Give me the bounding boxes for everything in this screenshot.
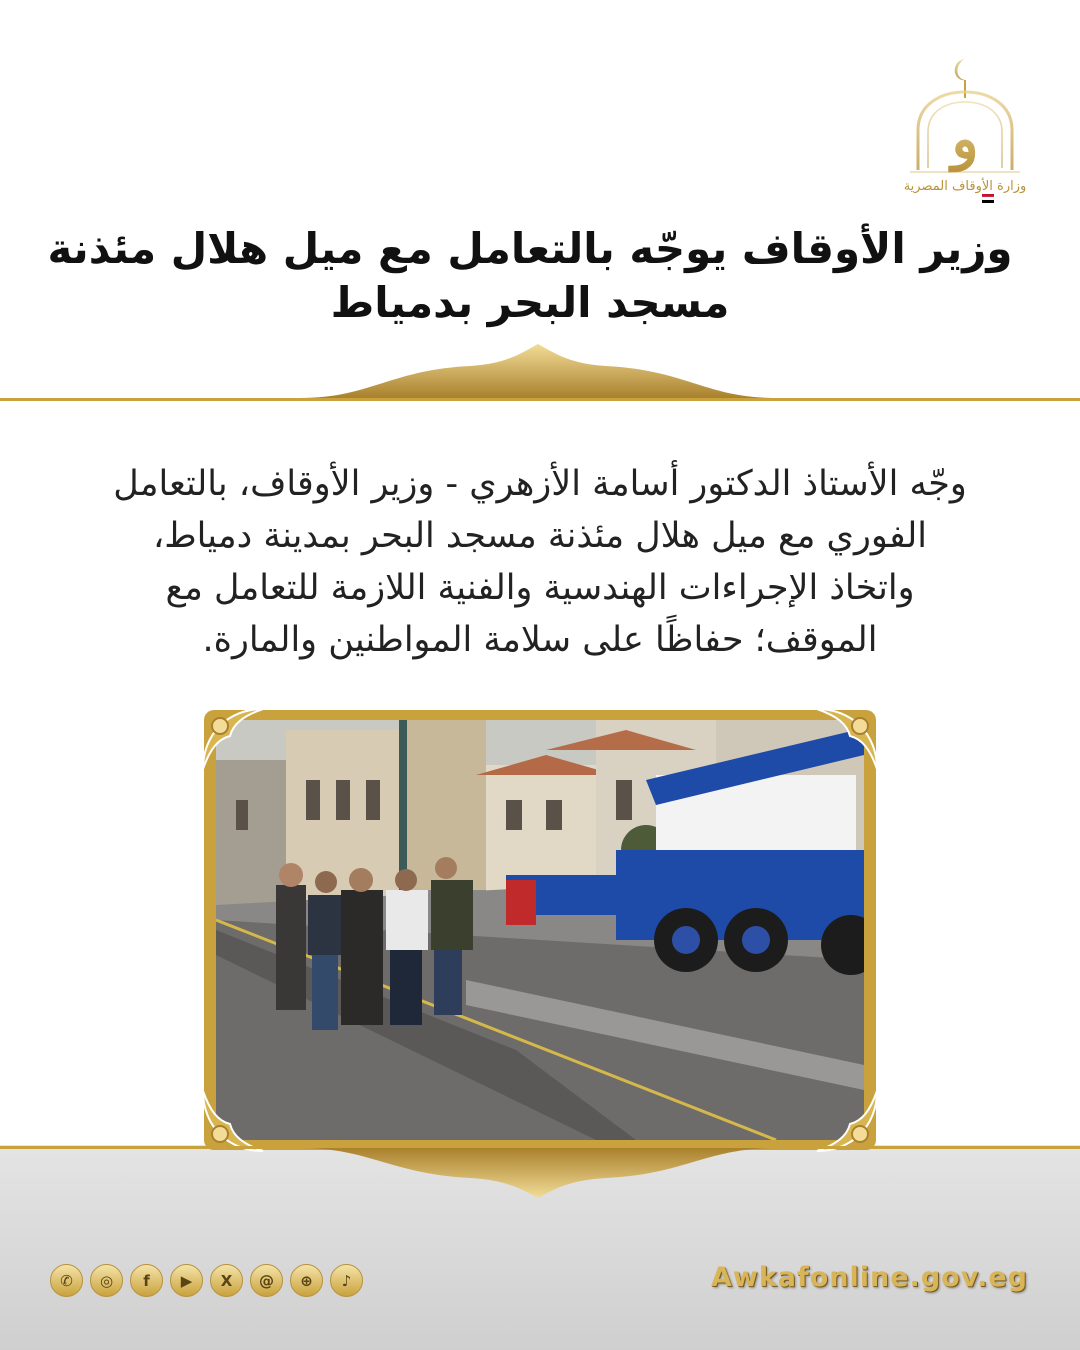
gold-divider-top	[0, 340, 1080, 410]
gold-divider-bottom	[0, 1136, 1080, 1206]
headline-line-2: مسجد البحر بدمياط	[330, 278, 730, 327]
website-icon[interactable]: ⊕	[290, 1264, 323, 1297]
ornament-corner-top-right	[812, 704, 882, 774]
article-line-2: الفوري مع ميل هلال مئذنة مسجد البحر بمدينة دمياط،	[152, 516, 928, 556]
youtube-icon[interactable]: ▶	[170, 1264, 203, 1297]
news-photo-frame	[204, 710, 876, 1150]
article-line-3: واتخاذ الإجراءات الهندسية والفنية اللازمة للتعامل مع	[165, 568, 915, 608]
x-icon[interactable]: X	[210, 1264, 243, 1297]
headline-line-1: وزير الأوقاف يوجّه بالتعامل مع ميل هلال مئذنة	[47, 224, 1013, 273]
ministry-of-awqaf-logo	[900, 50, 1030, 210]
threads-icon[interactable]: @	[250, 1264, 283, 1297]
news-photo	[216, 720, 864, 1140]
tiktok-icon[interactable]: ♪	[330, 1264, 363, 1297]
article-line-1: وجّه الأستاذ الدكتور أسامة الأزهري - وزير الأوقاف، بالتعامل	[113, 464, 967, 504]
article-line-4: الموقف؛ حفاظًا على سلامة المواطنين والمارة.	[202, 620, 878, 660]
ornament-corner-top-left	[198, 704, 268, 774]
article-body	[45, 458, 1035, 666]
svg-text:و: و	[951, 106, 979, 172]
facebook-icon[interactable]: f	[130, 1264, 163, 1297]
whatsapp-icon[interactable]: ✆	[50, 1264, 83, 1297]
headline	[40, 222, 1020, 330]
website-url[interactable]: Awkafonline.gov.eg	[710, 1262, 1028, 1293]
instagram-icon[interactable]: ◎	[90, 1264, 123, 1297]
social-links	[50, 1264, 363, 1297]
svg-text:وزارة الأوقاف المصرية: وزارة الأوقاف المصرية	[903, 179, 1027, 194]
